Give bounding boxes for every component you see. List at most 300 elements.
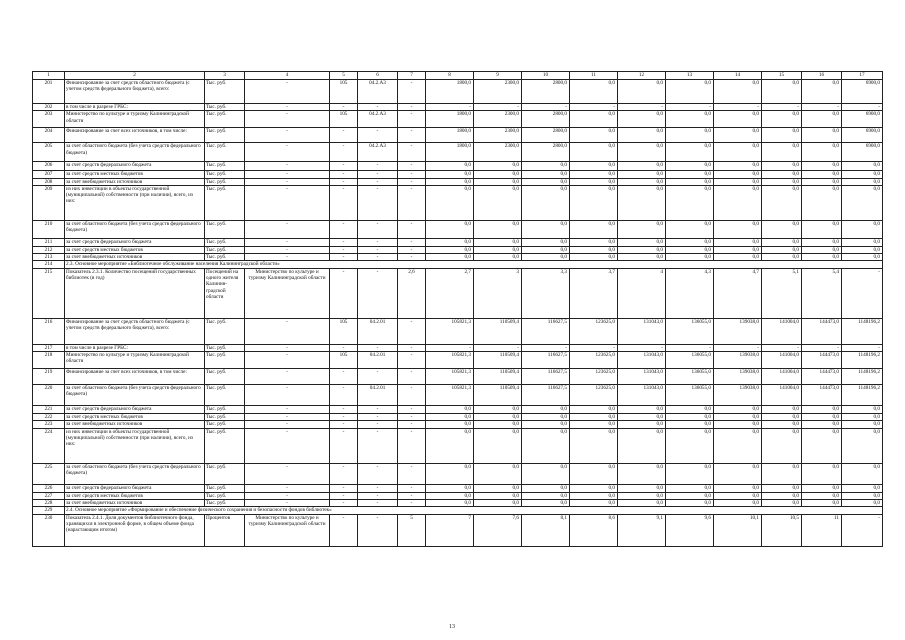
value-cell: 105821,3: [426, 369, 474, 385]
code-cell: -: [398, 463, 426, 484]
unit-cell: Тыс. руб.: [205, 414, 245, 421]
table-row: [33, 385, 883, 406]
value-cell: 6900,0: [842, 111, 883, 128]
value-cell: 10,5: [762, 514, 802, 546]
unit-cell: Тыс. руб.: [205, 344, 245, 351]
code-cell: -: [330, 484, 358, 492]
value-cell: 123625,0: [570, 352, 618, 369]
value-cell: 144473,0: [802, 318, 842, 344]
table-row: [33, 352, 883, 369]
unit-cell: Тыс. руб.: [205, 104, 245, 111]
value-cell: 110509,4: [474, 369, 522, 385]
value-cell: 6900,0: [842, 80, 883, 104]
value-cell: 136055,0: [666, 385, 714, 406]
row-number: 230: [33, 514, 65, 546]
row-label: Финансирование за счет средств областного бюджета (с учетом средств федерального бюджета), всего:: [65, 80, 205, 104]
table-row: [33, 421, 883, 428]
value-cell: 141004,0: [762, 352, 802, 369]
column-header: 5: [330, 72, 358, 80]
responsible-cell: -: [245, 492, 330, 499]
value-cell: 0,0: [618, 143, 666, 162]
unit-cell: Тыс. руб.: [205, 463, 245, 484]
row-label: за счет внебюджетных источников: [65, 254, 205, 261]
value-cell: 0,0: [802, 484, 842, 492]
value-cell: 0,0: [666, 128, 714, 143]
code-cell: 04.2.А3: [358, 80, 398, 104]
value-cell: 0,0: [618, 238, 666, 246]
unit-cell: Тыс. руб.: [205, 162, 245, 171]
value-cell: 0,0: [842, 238, 883, 246]
row-number: 212: [33, 246, 65, 253]
value-cell: -: [522, 104, 570, 111]
code-cell: -: [358, 414, 398, 421]
value-cell: 0,0: [570, 80, 618, 104]
value-cell: 0,0: [714, 421, 762, 428]
value-cell: 0,0: [618, 406, 666, 414]
value-cell: 0,0: [842, 254, 883, 261]
value-cell: 141004,0: [762, 318, 802, 344]
value-cell: 5,1: [762, 268, 802, 318]
value-cell: 0,0: [426, 220, 474, 238]
responsible-cell: -: [245, 162, 330, 171]
value-cell: -: [474, 104, 522, 111]
code-cell: -: [358, 344, 398, 351]
value-cell: 0,0: [762, 128, 802, 143]
value-cell: 0,0: [474, 428, 522, 463]
column-header: 12: [618, 72, 666, 80]
code-cell: 04.2.01: [358, 352, 398, 369]
value-cell: -: [426, 344, 474, 351]
value-cell: 0,0: [474, 254, 522, 261]
responsible-cell: -: [245, 385, 330, 406]
value-cell: 0,0: [762, 162, 802, 171]
value-cell: 0,0: [714, 254, 762, 261]
value-cell: 0,0: [474, 406, 522, 414]
value-cell: 0,0: [570, 185, 618, 220]
value-cell: 0,0: [666, 421, 714, 428]
column-header: 16: [802, 72, 842, 80]
row-number: 208: [33, 178, 65, 185]
value-cell: 0,0: [522, 414, 570, 421]
responsible-cell: Министерство по культуре и туризму Калининградской области: [245, 514, 330, 546]
table-row: [33, 406, 883, 414]
value-cell: 139038,0: [714, 369, 762, 385]
value-cell: 0,0: [802, 162, 842, 171]
code-cell: -: [398, 414, 426, 421]
unit-cell: Тыс. руб.: [205, 220, 245, 238]
value-cell: -: [762, 104, 802, 111]
value-cell: 0,0: [714, 171, 762, 178]
value-cell: 2800,0: [522, 143, 570, 162]
code-cell: -: [398, 318, 426, 344]
value-cell: 0,0: [426, 499, 474, 506]
code-cell: -: [398, 344, 426, 351]
code-cell: -: [330, 492, 358, 499]
code-cell: -: [398, 428, 426, 463]
row-label: за счет средств федерального бюджета: [65, 484, 205, 492]
value-cell: 0,0: [618, 499, 666, 506]
row-number: 213: [33, 254, 65, 261]
table-row: [33, 499, 883, 506]
row-label: из них инвестиции в объекты государственной (муниципальной) собственности (при наличии), всего, из них:: [65, 185, 205, 220]
value-cell: 0,0: [522, 492, 570, 499]
value-cell: 0,0: [762, 143, 802, 162]
value-cell: 0,0: [570, 220, 618, 238]
row-label: за счет средств федерального бюджета: [65, 406, 205, 414]
value-cell: 0,0: [522, 220, 570, 238]
code-cell: -: [358, 268, 398, 318]
value-cell: 0,0: [762, 484, 802, 492]
value-cell: 0,0: [618, 463, 666, 484]
value-cell: 0,0: [618, 484, 666, 492]
value-cell: 139038,0: [714, 318, 762, 344]
table-row: [33, 220, 883, 238]
value-cell: 0,0: [426, 421, 474, 428]
value-cell: 2300,0: [474, 80, 522, 104]
code-cell: -: [330, 220, 358, 238]
table-row: [33, 428, 883, 463]
value-cell: 0,0: [522, 171, 570, 178]
value-cell: 131043,0: [618, 369, 666, 385]
value-cell: -: [762, 344, 802, 351]
row-label: Показатель 2.3.1. Количество посещений государственных библиотек (в год): [65, 268, 205, 318]
column-header: 6: [358, 72, 398, 80]
value-cell: 2,7: [426, 268, 474, 318]
unit-cell: Тыс. руб.: [205, 128, 245, 143]
value-cell: 0,0: [842, 414, 883, 421]
unit-cell: Тыс. руб.: [205, 352, 245, 369]
value-cell: 0,0: [570, 484, 618, 492]
value-cell: 0,0: [802, 499, 842, 506]
code-cell: -: [330, 514, 358, 546]
value-cell: 0,0: [570, 111, 618, 128]
unit-cell: Тыс. руб.: [205, 254, 245, 261]
unit-cell: Тыс. руб.: [205, 238, 245, 246]
value-cell: 141004,0: [762, 369, 802, 385]
value-cell: 136055,0: [666, 369, 714, 385]
value-cell: 0,0: [842, 421, 883, 428]
value-cell: 0,0: [842, 484, 883, 492]
value-cell: 0,0: [714, 185, 762, 220]
value-cell: 0,0: [762, 254, 802, 261]
value-cell: -: [666, 104, 714, 111]
code-cell: -: [358, 238, 398, 246]
value-cell: 0,0: [570, 178, 618, 185]
value-cell: 116627,5: [522, 352, 570, 369]
value-cell: 0,0: [714, 414, 762, 421]
value-cell: 0,0: [714, 220, 762, 238]
value-cell: 0,0: [618, 254, 666, 261]
table-row: [33, 80, 883, 104]
row-number: 214: [33, 261, 65, 268]
value-cell: 0,0: [570, 162, 618, 171]
value-cell: 0,0: [570, 128, 618, 143]
responsible-cell: -: [245, 254, 330, 261]
code-cell: -: [358, 421, 398, 428]
column-header: 14: [714, 72, 762, 80]
value-cell: -: [522, 344, 570, 351]
column-header: 13: [666, 72, 714, 80]
responsible-cell: -: [245, 178, 330, 185]
code-cell: -: [398, 80, 426, 104]
value-cell: 2800,0: [522, 128, 570, 143]
responsible-cell: -: [245, 352, 330, 369]
section-row: [33, 261, 883, 268]
table-row: [33, 143, 883, 162]
row-label: Финансирование за счет всех источников, в том числе:: [65, 128, 205, 143]
value-cell: -: [474, 344, 522, 351]
value-cell: 0,0: [762, 421, 802, 428]
section-title: 2.4. Основное мероприятие «Формирование и обеспечение физического сохранения и безопасности фондов библиотек»: [65, 507, 883, 514]
value-cell: 0,0: [666, 463, 714, 484]
code-cell: -: [330, 499, 358, 506]
row-number: 219: [33, 369, 65, 385]
row-number: 218: [33, 352, 65, 369]
value-cell: -: [842, 268, 883, 318]
unit-cell: Тыс. руб.: [205, 385, 245, 406]
code-cell: -: [398, 104, 426, 111]
value-cell: 110509,4: [474, 318, 522, 344]
value-cell: 0,0: [762, 111, 802, 128]
value-cell: 0,0: [802, 185, 842, 220]
code-cell: -: [330, 406, 358, 414]
value-cell: 1800,0: [426, 111, 474, 128]
code-cell: -: [358, 246, 398, 253]
unit-cell: Тыс. руб.: [205, 111, 245, 128]
column-header: 17: [842, 72, 883, 80]
value-cell: 0,0: [570, 414, 618, 421]
table-header-row: [33, 72, 883, 80]
value-cell: 0,0: [522, 499, 570, 506]
responsible-cell: -: [245, 344, 330, 351]
row-label: за счет областного бюджета (без учета средств федерального бюджета): [65, 463, 205, 484]
code-cell: -: [358, 406, 398, 414]
table-row: [33, 254, 883, 261]
row-number: 215: [33, 268, 65, 318]
value-cell: 131043,0: [618, 352, 666, 369]
row-number: 201: [33, 80, 65, 104]
value-cell: 139038,0: [714, 385, 762, 406]
value-cell: 8,6: [570, 514, 618, 546]
value-cell: 0,0: [666, 499, 714, 506]
code-cell: -: [358, 178, 398, 185]
row-number: 220: [33, 385, 65, 406]
value-cell: 110509,4: [474, 385, 522, 406]
code-cell: -: [330, 414, 358, 421]
code-cell: -: [358, 499, 398, 506]
value-cell: 0,0: [802, 238, 842, 246]
unit-cell: Тыс. руб.: [205, 369, 245, 385]
value-cell: 0,0: [666, 254, 714, 261]
responsible-cell: -: [245, 414, 330, 421]
unit-cell: Тыс. руб.: [205, 178, 245, 185]
responsible-cell: Министерство по культуре и туризму Калининградской области: [245, 268, 330, 318]
row-label: за счет средств местных бюджетов: [65, 414, 205, 421]
value-cell: 0,0: [666, 162, 714, 171]
value-cell: 0,0: [522, 162, 570, 171]
code-cell: -: [398, 369, 426, 385]
value-cell: 0,0: [618, 185, 666, 220]
value-cell: 0,0: [426, 406, 474, 414]
value-cell: 9,1: [618, 514, 666, 546]
value-cell: -: [842, 344, 883, 351]
value-cell: 105821,3: [426, 352, 474, 369]
value-cell: 3,3: [522, 268, 570, 318]
value-cell: 144473,0: [802, 369, 842, 385]
row-number: 221: [33, 406, 65, 414]
row-label: за счет средств местных бюджетов: [65, 492, 205, 499]
responsible-cell: -: [245, 318, 330, 344]
value-cell: 0,0: [762, 463, 802, 484]
value-cell: 0,0: [842, 463, 883, 484]
value-cell: -: [842, 514, 883, 546]
value-cell: 136055,0: [666, 352, 714, 369]
value-cell: 131043,0: [618, 385, 666, 406]
value-cell: 0,0: [802, 143, 842, 162]
value-cell: 139038,0: [714, 352, 762, 369]
value-cell: 6900,0: [842, 143, 883, 162]
value-cell: 0,0: [762, 185, 802, 220]
value-cell: 0,0: [842, 171, 883, 178]
value-cell: 0,0: [570, 499, 618, 506]
value-cell: 0,0: [666, 178, 714, 185]
value-cell: 0,0: [762, 499, 802, 506]
code-cell: -: [330, 385, 358, 406]
table-row: [33, 414, 883, 421]
value-cell: 0,0: [802, 246, 842, 253]
value-cell: 0,0: [618, 128, 666, 143]
value-cell: 0,0: [522, 238, 570, 246]
value-cell: 0,0: [666, 111, 714, 128]
table-row: [33, 492, 883, 499]
row-number: 210: [33, 220, 65, 238]
value-cell: 0,0: [570, 421, 618, 428]
row-label: за счет внебюджетных источников: [65, 499, 205, 506]
value-cell: 123625,0: [570, 385, 618, 406]
table-row: [33, 162, 883, 171]
responsible-cell: -: [245, 406, 330, 414]
code-cell: -: [330, 344, 358, 351]
code-cell: -: [398, 162, 426, 171]
table-row: [33, 111, 883, 128]
value-cell: 0,0: [842, 246, 883, 253]
unit-cell: Тыс. руб.: [205, 421, 245, 428]
value-cell: 0,0: [426, 254, 474, 261]
unit-cell: Процентов: [205, 514, 245, 546]
value-cell: 0,0: [802, 128, 842, 143]
row-label: в том числе в разрезе ГРБС:: [65, 104, 205, 111]
value-cell: 0,0: [618, 178, 666, 185]
responsible-cell: -: [245, 80, 330, 104]
value-cell: 7: [426, 514, 474, 546]
value-cell: 0,0: [618, 246, 666, 253]
value-cell: 0,0: [474, 463, 522, 484]
value-cell: 0,0: [762, 178, 802, 185]
value-cell: -: [802, 104, 842, 111]
value-cell: 0,0: [802, 428, 842, 463]
responsible-cell: -: [245, 484, 330, 492]
code-cell: 105: [330, 111, 358, 128]
code-cell: 04.2.А3: [358, 143, 398, 162]
code-cell: 04.2.А3: [358, 111, 398, 128]
responsible-cell: -: [245, 499, 330, 506]
responsible-cell: -: [245, 220, 330, 238]
value-cell: 144473,0: [802, 385, 842, 406]
value-cell: 0,0: [802, 406, 842, 414]
value-cell: 0,0: [618, 414, 666, 421]
value-cell: 4,7: [714, 268, 762, 318]
code-cell: -: [358, 514, 398, 546]
row-label: Министерство по культуре и туризму Калининградской области: [65, 111, 205, 128]
value-cell: 3,7: [570, 268, 618, 318]
value-cell: 0,0: [426, 414, 474, 421]
column-header: 11: [570, 72, 618, 80]
budget-table: [32, 71, 883, 547]
row-number: 209: [33, 185, 65, 220]
value-cell: 0,0: [522, 178, 570, 185]
value-cell: 0,0: [802, 492, 842, 499]
value-cell: 1800,0: [426, 128, 474, 143]
value-cell: 105821,3: [426, 318, 474, 344]
responsible-cell: -: [245, 104, 330, 111]
value-cell: 0,0: [714, 111, 762, 128]
value-cell: 141004,0: [762, 385, 802, 406]
value-cell: 3: [474, 268, 522, 318]
code-cell: -: [398, 143, 426, 162]
code-cell: -: [398, 352, 426, 369]
value-cell: 0,0: [762, 414, 802, 421]
code-cell: -: [358, 492, 398, 499]
unit-cell: Тыс. руб.: [205, 318, 245, 344]
code-cell: -: [358, 463, 398, 484]
value-cell: 0,0: [426, 178, 474, 185]
row-label: за счет внебюджетных источников: [65, 178, 205, 185]
code-cell: -: [358, 254, 398, 261]
responsible-cell: -: [245, 128, 330, 143]
section-row: [33, 507, 883, 514]
value-cell: 0,0: [474, 499, 522, 506]
unit-cell: Тыс. руб.: [205, 484, 245, 492]
value-cell: 0,0: [426, 428, 474, 463]
code-cell: -: [358, 128, 398, 143]
value-cell: 110509,4: [474, 352, 522, 369]
value-cell: 4: [618, 268, 666, 318]
unit-cell: Тыс. руб.: [205, 185, 245, 220]
value-cell: 0,0: [426, 246, 474, 253]
row-number: 229: [33, 507, 65, 514]
code-cell: 2,6: [398, 268, 426, 318]
value-cell: 0,0: [714, 492, 762, 499]
value-cell: 1800,0: [426, 143, 474, 162]
value-cell: 0,0: [762, 246, 802, 253]
page-number: 13: [449, 624, 455, 630]
value-cell: 0,0: [842, 185, 883, 220]
value-cell: 0,0: [714, 162, 762, 171]
value-cell: 0,0: [762, 492, 802, 499]
value-cell: 0,0: [802, 463, 842, 484]
code-cell: -: [330, 178, 358, 185]
code-cell: -: [398, 421, 426, 428]
table-row: [33, 104, 883, 111]
row-number: 217: [33, 344, 65, 351]
value-cell: 123625,0: [570, 369, 618, 385]
value-cell: 0,0: [714, 238, 762, 246]
row-label: из них инвестиции в объекты государственной (муниципальной) собственности (при наличии), всего, из них:: [65, 428, 205, 463]
table-row: [33, 318, 883, 344]
unit-cell: Тыс. руб.: [205, 171, 245, 178]
row-label: за счет средств федерального бюджета: [65, 238, 205, 246]
value-cell: 123625,0: [570, 318, 618, 344]
